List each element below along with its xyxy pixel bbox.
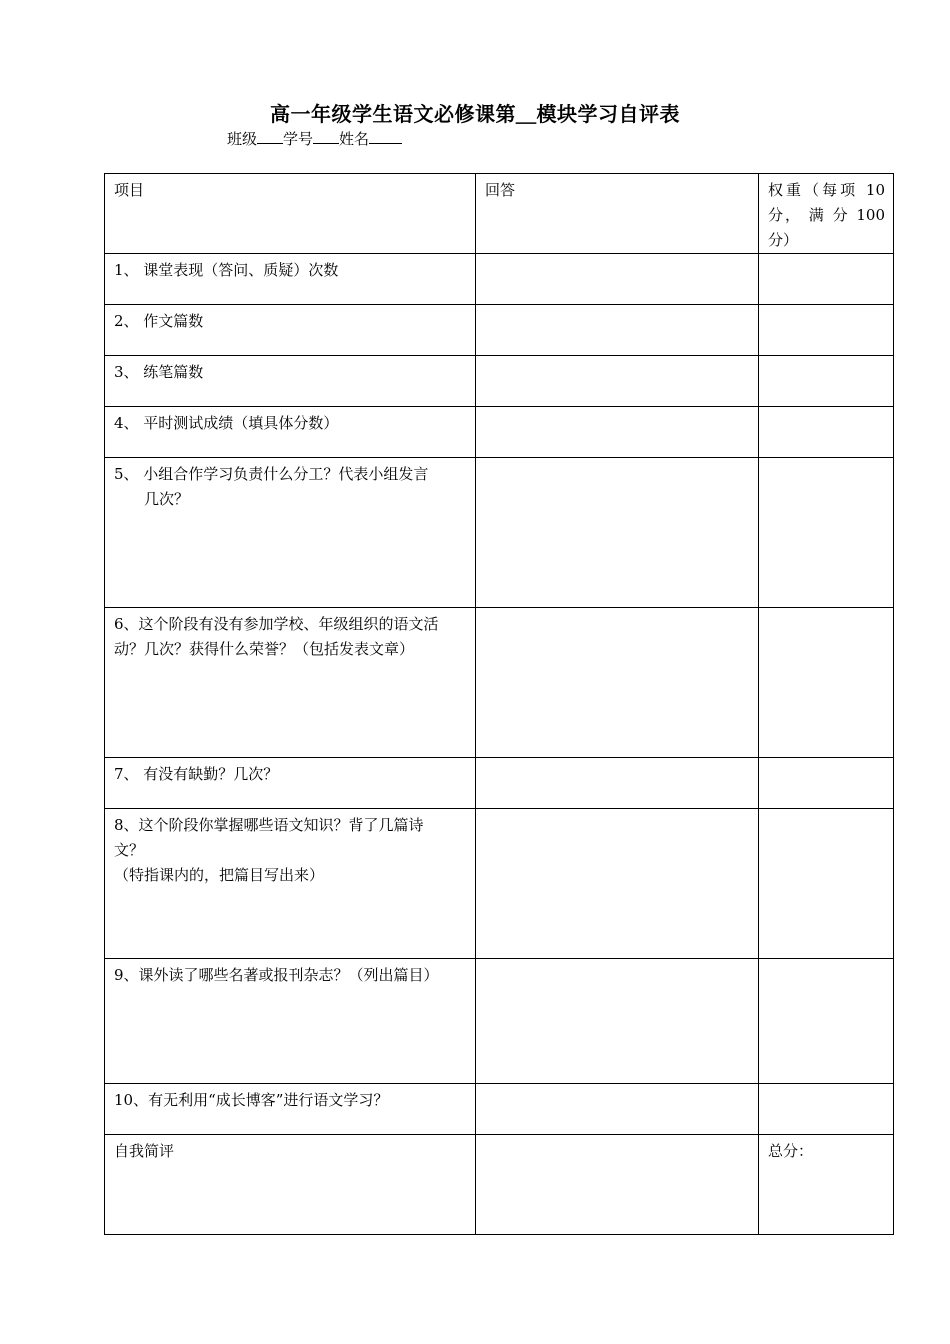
item-cell: 1、 课堂表现（答问、质疑）次数 [105, 254, 476, 305]
item-cell: 3、 练笔篇数 [105, 356, 476, 407]
item-cell: 10、有无利用“成长博客”进行语文学习？ [105, 1084, 476, 1135]
self-evaluation-table [104, 173, 894, 1235]
table-row [105, 407, 894, 458]
answer-cell[interactable] [476, 959, 759, 1084]
self-review-label: 自我简评 [105, 1135, 476, 1235]
weight-cell[interactable] [759, 1084, 894, 1135]
header-answer: 回答 [476, 174, 759, 254]
table-row [105, 959, 894, 1084]
student-info-line [227, 128, 402, 149]
item-cell: 4、 平时测试成绩（填具体分数） [105, 407, 476, 458]
table-row [105, 305, 894, 356]
weight-cell[interactable] [759, 254, 894, 305]
table-row [105, 254, 894, 305]
class-blank[interactable] [257, 129, 283, 144]
answer-cell[interactable] [476, 608, 759, 758]
answer-cell[interactable] [476, 407, 759, 458]
answer-cell[interactable] [476, 458, 759, 608]
weight-cell[interactable] [759, 458, 894, 608]
weight-cell[interactable] [759, 758, 894, 809]
table-row [105, 608, 894, 758]
answer-cell[interactable] [476, 758, 759, 809]
weight-cell[interactable] [759, 305, 894, 356]
student-id-label: 学号 [283, 130, 314, 148]
item-cell: 8、这个阶段你掌握哪些语文知识？背了几篇诗 文？ （特指课内的，把篇目写出来） [105, 809, 476, 959]
header-row [105, 174, 894, 254]
form-title: 高一年级学生语文必修课第＿模块学习自评表 [270, 102, 680, 126]
item-cell: 6、这个阶段有没有参加学校、年级组织的语文活 动？几次？获得什么荣誉？（包括发表文章） [105, 608, 476, 758]
item-cell: 2、 作文篇数 [105, 305, 476, 356]
weight-cell[interactable] [759, 809, 894, 959]
table-row [105, 809, 894, 959]
student-id-blank[interactable] [313, 129, 339, 144]
header-item: 项目 [105, 174, 476, 254]
table-row [105, 458, 894, 608]
name-blank[interactable] [369, 129, 402, 144]
answer-cell[interactable] [476, 356, 759, 407]
weight-cell[interactable] [759, 356, 894, 407]
total-score-cell[interactable]: 总分： [759, 1135, 894, 1235]
item-cell: 9、课外读了哪些名著或报刊杂志？（列出篇目） [105, 959, 476, 1084]
table-row [105, 1084, 894, 1135]
answer-cell[interactable] [476, 305, 759, 356]
self-review-answer[interactable] [476, 1135, 759, 1235]
weight-cell[interactable] [759, 407, 894, 458]
answer-cell[interactable] [476, 254, 759, 305]
answer-cell[interactable] [476, 1084, 759, 1135]
table-row [105, 356, 894, 407]
class-label: 班级 [227, 130, 258, 148]
weight-cell[interactable] [759, 959, 894, 1084]
item-cell: 5、 小组合作学习负责什么分工？代表小组发言 几次？ [105, 458, 476, 608]
footer-row [105, 1135, 894, 1235]
header-weight: 权重（每项 10 分， 满 分 100 分） [759, 174, 894, 254]
table-row [105, 758, 894, 809]
weight-cell[interactable] [759, 608, 894, 758]
item-cell: 7、 有没有缺勤？几次？ [105, 758, 476, 809]
answer-cell[interactable] [476, 809, 759, 959]
name-label: 姓名 [339, 130, 370, 148]
